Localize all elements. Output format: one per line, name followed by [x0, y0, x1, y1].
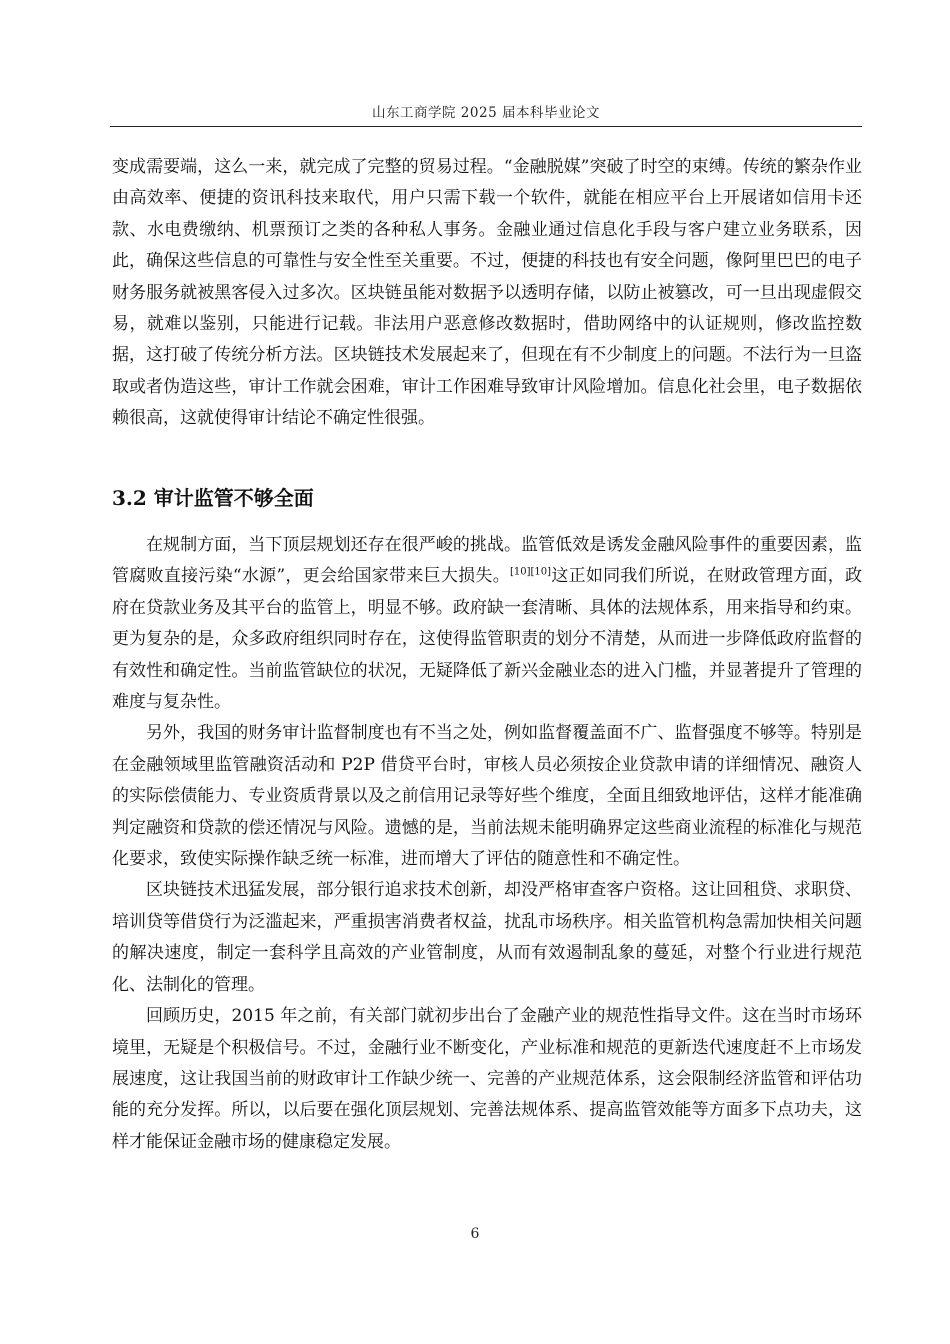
paragraph-1-text-b: 这正如同我们所说，在财政管理方面，政府在贷款业务及其平台的监管上，明显不够。政府缺一套清晰、具体的法规体系，用来指导和约束。更为复杂的是，众多政府组织同时存在，这使得监管职责的划分不清楚，从而进一步降低政府监督的有效性和确定性。当前监管缺位的状况，无疑降低了新兴金融业态的进入门槛，并显著提升了管理的难度与复杂性。 — [112, 566, 862, 713]
intro-paragraph: 变成需要端，这么一来，就完成了完整的贸易过程。“金融脱媒”突破了时空的束缚。传统的繁杂作业由高效率、便捷的资讯科技来取代，用户只需下载一个软件，就能在相应平台上开展诸如信用卡还款、水电费缴纳、机票预订之类的各种私人事务。金融业通过信息化手段与客户建立业务联系，因此，确保这些信息的可靠性与安全性至关重要。不过，便捷的科技也有安全问题，像阿里巴巴的电子财务服务就被黑客侵入过多次。区块链虽能对数据予以透明存储，以防止被篡改，可一旦出现虚假交易，就难以鉴别，只能进行记载。非法用户恶意修改数据时，借助网络中的认证规则，修改监控数据，这打破了传统分析方法。区块链技术发展起来了，但现在有不少制度上的问题。不法行为一旦盗取或者伪造这些，审计工作就会困难，审计工作困难导致审计风险增加。信息化社会里，电子数据依赖很高，这就使得审计结论不确定性很强。 — [112, 157, 862, 429]
paragraph-1-text-a: 在规制方面，当下顶层规划还存在很严峻的挑战。监管低效是诱发金融风险事件的重要因素，监管腐败直接污染“水源”，更会给国家带来巨大损失。 — [112, 535, 862, 587]
paragraph-2: 另外，我国的财务审计监督制度也有不当之处，例如监督覆盖面不广、监督强度不够等。特别是在金融领域里监管融资活动和 P2P 借贷平台时，审核人员必须按企业贷款申请的详细情况、融资人的实际偿债能力、专业资质背景以及之前信用记录等好些个维度，全面且细致地评估，这样才能准确判定融资和贷款的偿还情况与风险。遗憾的是，当前法规未能明确界定这些商业流程的标准化与规范化要求，致使实际操作缺乏统一标准，进而增大了评估的随意性和不确定性。 — [112, 723, 862, 870]
section-body — [112, 530, 862, 1158]
citation-ref[interactable]: [10][10] — [509, 566, 552, 578]
page-number: 6 — [470, 1226, 480, 1242]
paragraph-3: 区块链技术迅猛发展，部分银行追求技术创新，却没严格审查客户资格。这让回租贷、求职贷、培训贷等借贷行为泛滥起来，严重损害消费者权益，扰乱市场秩序。相关监管机构急需加快相关问题的解决速度，制定一套科学且高效的产业管制度，从而有效遏制乱象的蔓延，对整个行业进行规范化、法制化的管理。 — [112, 880, 862, 995]
paragraph-1 — [112, 530, 862, 718]
section-heading: 3.2 审计监管不够全面 — [112, 486, 314, 510]
header-rule — [110, 126, 862, 127]
paragraph-4: 回顾历史，2015 年之前，有关部门就初步出台了金融产业的规范性指导文件。这在当时市场环境里，无疑是个积极信号。不过，金融行业不断变化，产业标准和规范的更新迭代速度赶不上市场发展速度，这让我国当前的财政审计工作缺少统一、完善的产业规范体系，这会限制经济监管和评估功能的充分发挥。所以，以后要在强化顶层规划、完善法规体系、提高监管效能等方面多下点功夫，这样才能保证金融市场的健康稳定发展。 — [112, 1006, 862, 1152]
running-header: 山东工商学院 2025 届本科毕业论文 — [372, 105, 600, 121]
